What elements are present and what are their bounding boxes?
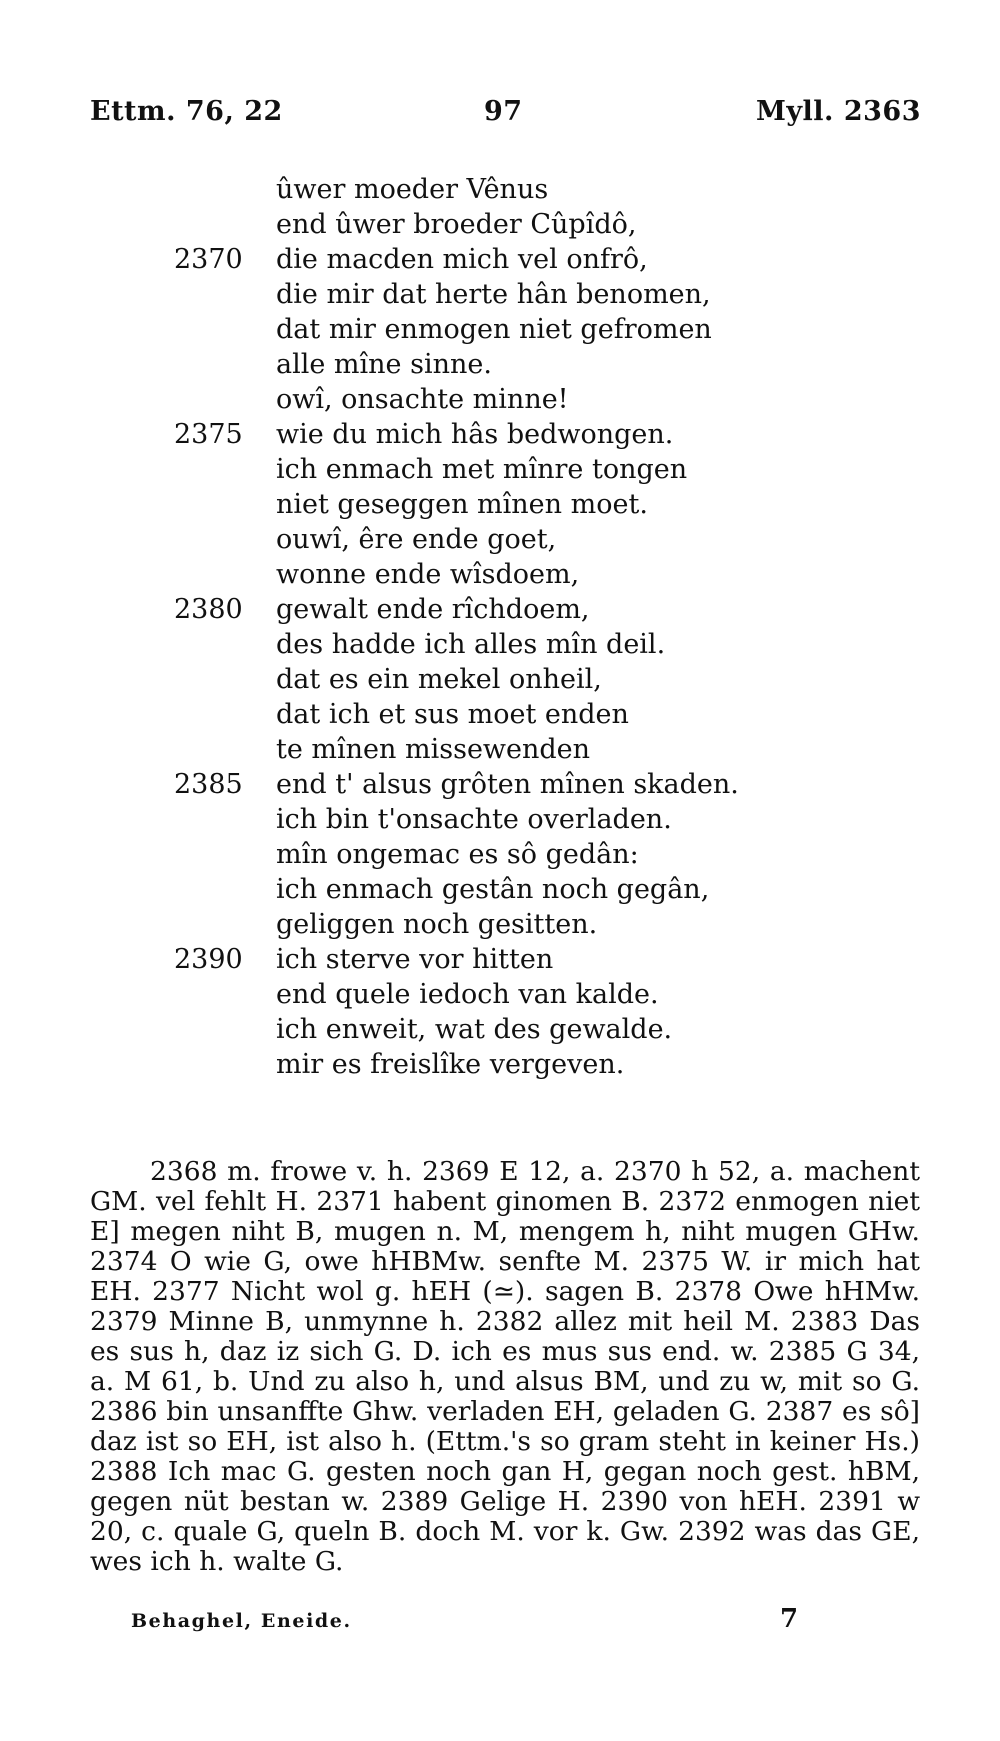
verse-text: wie du mich hâs bedwongen. (276, 419, 674, 450)
verse-line (0, 1012, 1000, 1047)
verse-text: te mînen missewenden (276, 734, 591, 765)
verse-text: die macden mich vel onfrô, (276, 244, 648, 275)
verse-text: dat mir enmogen niet gefromen (276, 314, 712, 345)
verse-line (0, 242, 1000, 277)
apparatus-text: 2368 m. frowe v. h. 2369 E 12, a. 2370 h 52, a. machent GM. vel fehlt H. 2371 habent ginomen B. 2372 enmogen niet E] megen niht B, mugen n. M, mengem h, niht mugen GHw. 2374 O wie G, owe hHBMw. senfte M. 2375 W. ir mich hat EH. 2377 Nicht wol g. hEH (≃). sagen B. 2378 Owe hHMw. 2379 Minne B, unmynne h. 2382 allez mit heil M. 2383 Das es sus h, daz iz sich G. D. ich es mus sus end. w. 2385 G 34, a. M 61, b. Und zu also h, und alsus BM, und zu w, mit so G. 2386 bin unsanffte Ghw. verladen EH, geladen G. 2387 es sô] daz ist so EH, ist also h. (Ettm.'s so gram steht in keiner Hs.) 2388 Ich mac G. gesten noch gan H, gegan noch gest. hBM, gegen nüt bestan w. 2389 Gelige H. 2390 von hEH. 2391 w 20, c. quale G, queln B. doch M. vor k. Gw. 2392 was das GE, wes ich h. walte G. (90, 1156, 920, 1577)
verse-line (0, 907, 1000, 942)
line-number: 2380 (174, 594, 243, 625)
verse-text: mir es freislîke vergeven. (276, 1049, 625, 1080)
verse-line (0, 417, 1000, 452)
verse-text: ich sterve vor hitten (276, 944, 554, 975)
verse-block (0, 172, 1000, 1082)
verse-line (0, 662, 1000, 697)
verse-line (0, 697, 1000, 732)
verse-line (0, 732, 1000, 767)
verse-text: dat es ein mekel onheil, (276, 664, 602, 695)
verse-line (0, 312, 1000, 347)
verse-line (0, 767, 1000, 802)
verse-line (0, 487, 1000, 522)
line-number: 2385 (174, 769, 243, 800)
verse-line (0, 872, 1000, 907)
verse-line (0, 382, 1000, 417)
line-number: 2370 (174, 244, 243, 275)
critical-apparatus (90, 1157, 920, 1577)
verse-text: ûwer moeder Vênus (276, 174, 549, 205)
header-left-reference: Ettm. 76, 22 (90, 96, 283, 127)
header-right-reference: Myll. 2363 (755, 96, 921, 127)
verse-text: end quele iedoch van kalde. (276, 979, 659, 1010)
verse-text: ich enmach met mînre tongen (276, 454, 688, 485)
verse-text: mîn ongemac es sô gedân: (276, 839, 639, 870)
verse-line (0, 627, 1000, 662)
verse-text: gewalt ende rîchdoem, (276, 594, 590, 625)
verse-text: wonne ende wîsdoem, (276, 559, 580, 590)
verse-line (0, 802, 1000, 837)
verse-text: niet geseggen mînen moet. (276, 489, 648, 520)
verse-text: alle mîne sinne. (276, 349, 492, 380)
verse-text: end ûwer broeder Cûpîdô, (276, 209, 637, 240)
verse-text: dat ich et sus moet enden (276, 699, 629, 730)
verse-text: des hadde ich alles mîn deil. (276, 629, 666, 660)
verse-line (0, 207, 1000, 242)
verse-line (0, 837, 1000, 872)
verse-line (0, 592, 1000, 627)
verse-text: geliggen noch gesitten. (276, 909, 598, 940)
page-number: 97 (484, 96, 523, 127)
verse-text: ouwî, êre ende goet, (276, 524, 557, 555)
verse-text: ich enweit, wat des gewalde. (276, 1014, 673, 1045)
verse-line (0, 1047, 1000, 1082)
verse-line (0, 277, 1000, 312)
verse-line (0, 452, 1000, 487)
verse-line (0, 942, 1000, 977)
verse-line (0, 557, 1000, 592)
verse-text: owî, onsachte minne! (276, 384, 569, 415)
verse-text: ich enmach gestân noch gegân, (276, 874, 710, 905)
verse-text: ich bin t'onsachte overladen. (276, 804, 672, 835)
line-number: 2375 (174, 419, 243, 450)
verse-text: die mir dat herte hân benomen, (276, 279, 711, 310)
line-number: 2390 (174, 944, 243, 975)
verse-line (0, 172, 1000, 207)
verse-line (0, 522, 1000, 557)
verse-text: end t' alsus grôten mînen skaden. (276, 769, 739, 800)
footer-signature: Behaghel, Eneide. (131, 1610, 352, 1632)
verse-line (0, 977, 1000, 1012)
signature-number: 7 (780, 1604, 799, 1634)
verse-line (0, 347, 1000, 382)
